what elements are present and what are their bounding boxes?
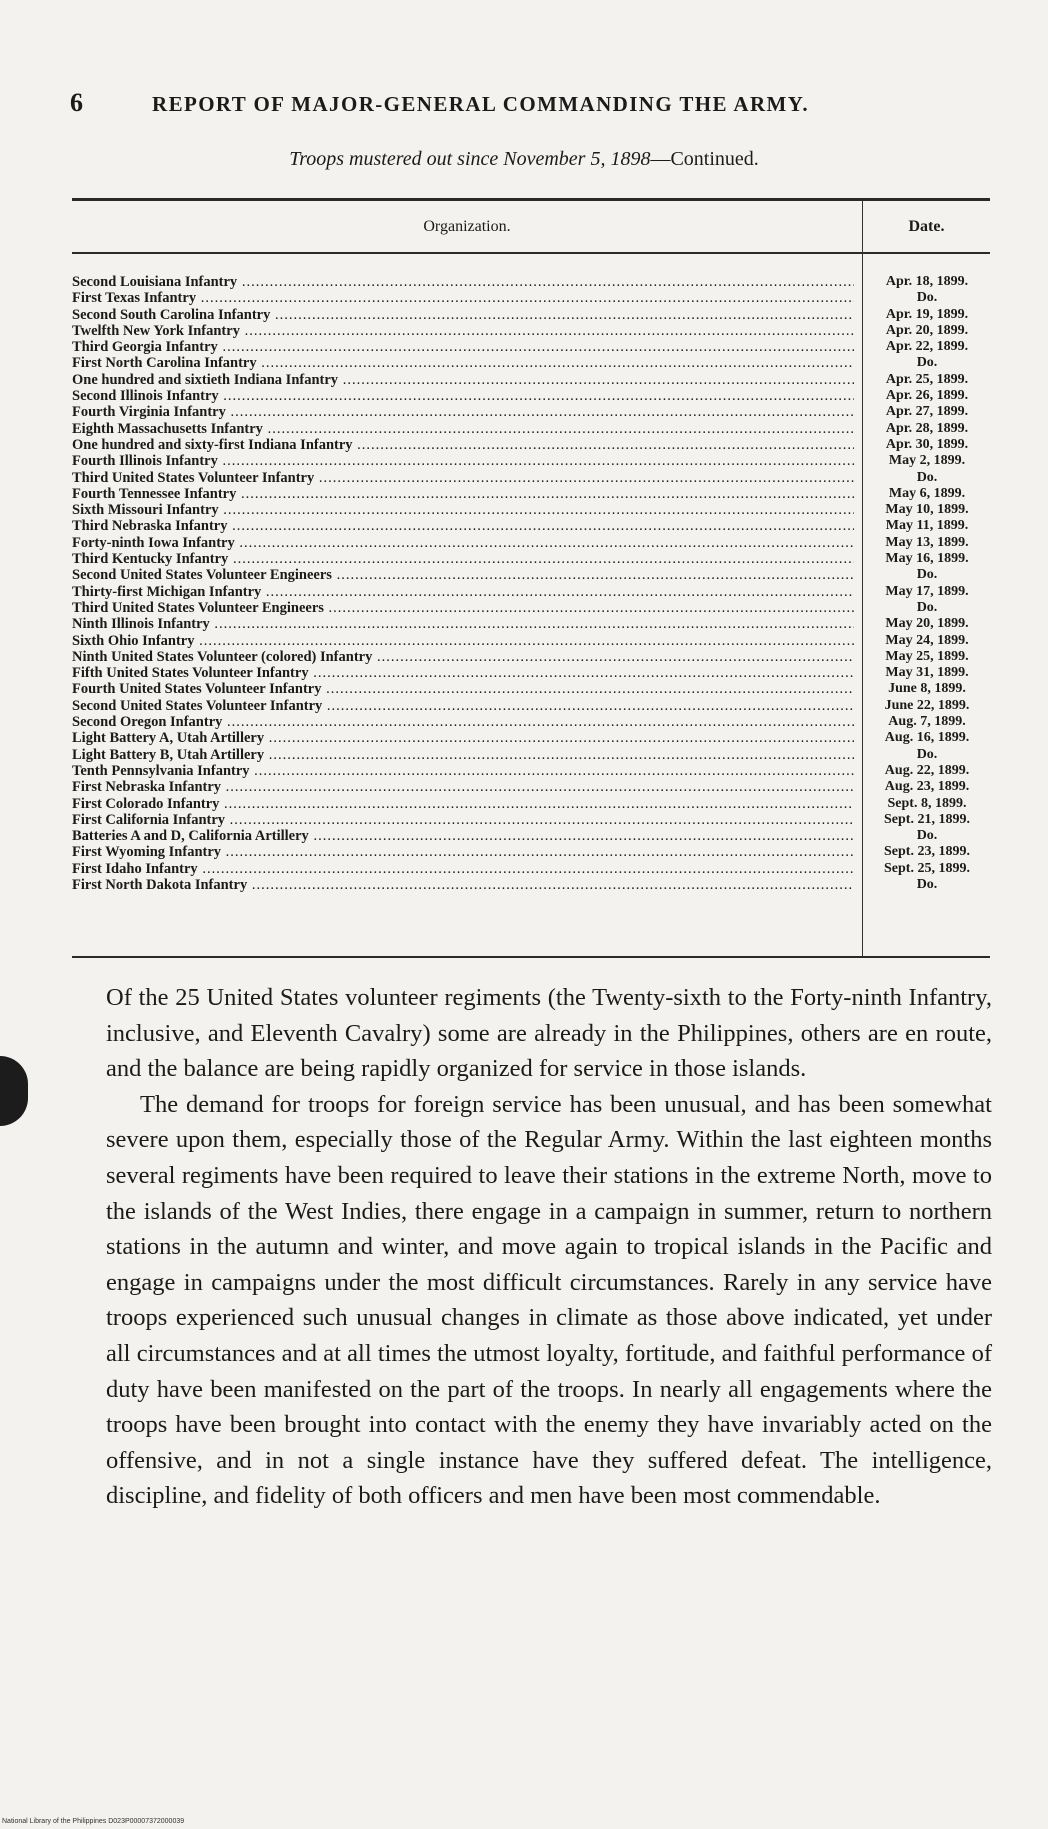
date-cell: Do. xyxy=(916,876,938,892)
date-cell: Do. xyxy=(916,599,938,615)
running-title: REPORT OF MAJOR-GENERAL COMMANDING THE ARMY. xyxy=(152,92,810,116)
table-row xyxy=(72,339,990,355)
organization-cell: Second Louisiana Infantry ..... xyxy=(72,274,854,290)
organization-cell: Second United States Volunteer Engineers ..... xyxy=(72,567,854,583)
organization-cell: Second United States Volunteer Infantry ..... xyxy=(72,698,854,714)
table-row xyxy=(72,323,990,339)
organization-cell: Fourth United States Volunteer Infantry ..... xyxy=(72,681,854,697)
table-row xyxy=(72,812,990,828)
column-header-organization: Organization. xyxy=(423,218,511,235)
table-row xyxy=(72,290,990,306)
organization-cell: Sixth Missouri Infantry ..... xyxy=(72,502,854,518)
date-cell: Apr. 25, 1899. xyxy=(885,371,969,387)
date-cell: Do. xyxy=(916,469,938,485)
table-row xyxy=(72,518,990,534)
organization-cell: Fourth Virginia Infantry ..... xyxy=(72,404,854,420)
date-cell: Sept. 23, 1899. xyxy=(884,844,970,860)
column-header-date: Date. xyxy=(908,218,945,235)
footer-note: National Library of the Philippines D023P00007372000039 xyxy=(2,1818,185,1825)
organization-cell: Sixth Ohio Infantry ..... xyxy=(72,633,854,649)
table-row xyxy=(72,600,990,616)
organization-cell: Fifth United States Volunteer Infantry ..... xyxy=(72,665,854,681)
table-header-rule xyxy=(72,252,990,254)
table-row xyxy=(72,584,990,600)
table-body xyxy=(72,274,990,893)
date-cell: Do. xyxy=(916,746,938,762)
date-cell: May 10, 1899. xyxy=(885,502,969,518)
paragraph-volunteer-regiments: Of the 25 United States volunteer regiments (the Twenty-sixth to the Forty-ninth Infantry, inclusive, and Eleventh Cavalry) some are already in the Philippines, others are en route, and the balance are being rapidly organized for service in those islands. xyxy=(106,984,992,1083)
date-cell: May 2, 1899. xyxy=(888,453,966,469)
table-row xyxy=(72,828,990,844)
organization-cell: Third Nebraska Infantry ..... xyxy=(72,518,854,534)
table-row xyxy=(72,470,990,486)
table-row xyxy=(72,763,990,779)
organization-cell: First Texas Infantry ..... xyxy=(72,290,854,306)
table-row xyxy=(72,681,990,697)
date-cell: June 22, 1899. xyxy=(884,697,970,713)
date-cell: Do. xyxy=(916,355,938,371)
date-cell: Apr. 19, 1899. xyxy=(885,306,969,322)
organization-cell: Fourth Illinois Infantry ..... xyxy=(72,453,854,469)
organization-cell: First North Dakota Infantry ..... xyxy=(72,877,854,893)
organization-cell: Forty-ninth Iowa Infantry ..... xyxy=(72,535,854,551)
organization-cell: Second South Carolina Infantry ..... xyxy=(72,307,854,323)
table-row xyxy=(72,274,990,290)
date-cell: Apr. 28, 1899. xyxy=(885,420,969,436)
table-bottom-rule xyxy=(72,956,990,958)
date-cell: May 20, 1899. xyxy=(885,616,969,632)
table-row xyxy=(72,747,990,763)
organization-cell: Third Georgia Infantry ..... xyxy=(72,339,854,355)
date-cell: Sept. 21, 1899. xyxy=(884,811,970,827)
date-cell: Apr. 22, 1899. xyxy=(885,339,969,355)
table-row xyxy=(72,535,990,551)
date-cell: Sept. 25, 1899. xyxy=(884,860,970,876)
date-cell: Apr. 18, 1899. xyxy=(885,274,969,289)
table-row xyxy=(72,307,990,323)
date-cell: Apr. 27, 1899. xyxy=(885,404,969,420)
organization-cell: One hundred and sixtieth Indiana Infantry ..... xyxy=(72,372,854,388)
organization-cell: Thirty-first Michigan Infantry ..... xyxy=(72,584,854,600)
table-row xyxy=(72,567,990,583)
organization-cell: Second Illinois Infantry ..... xyxy=(72,388,854,404)
paragraph-foreign-service: The demand for troops for foreign service has been unusual, and has been somewhat severe upon them, especially those of the Regular Army. Within the last eighteen months several regiments have been required to leave their stations in the extreme North, move to the islands of the West Indies, there engage in a campaign in summer, return to northern stations in the autumn and winter, and move again to tropical islands in the Pacific and engage in campaigns under the most difficult circumstances. Rarely in any service have troops experienced such unusual changes in climate as those above indicated, yet under all circumstances and at all times the utmost loyalty, fortitude, and faithful performance of duty have been manifested on the part of the troops. In nearly all engagements where the troops have been brought into contact with the enemy they have invariably acted on the offensive, and in not a single instance have they suffered defeat. The intelligence, discipline, and fidelity of both officers and men have been most commendable. xyxy=(106,1090,992,1510)
table-row xyxy=(72,665,990,681)
organization-cell: Tenth Pennsylvania Infantry ..... xyxy=(72,763,854,779)
table-row xyxy=(72,877,990,893)
date-cell: June 8, 1899. xyxy=(888,681,966,697)
table-row xyxy=(72,698,990,714)
table-row xyxy=(72,355,990,371)
organization-cell: First Colorado Infantry ..... xyxy=(72,796,854,812)
organization-cell: Twelfth New York Infantry ..... xyxy=(72,323,854,339)
date-cell: Apr. 26, 1899. xyxy=(885,388,969,404)
date-cell: May 13, 1899. xyxy=(885,534,969,550)
table-row xyxy=(72,714,990,730)
organization-cell: First California Infantry ..... xyxy=(72,812,854,828)
date-cell: Do. xyxy=(916,567,938,583)
table-row xyxy=(72,502,990,518)
date-cell: May 11, 1899. xyxy=(885,518,969,534)
organization-cell: Light Battery B, Utah Artillery ..... xyxy=(72,747,854,763)
table-caption-continued: —Continued. xyxy=(650,148,759,170)
scan-blot xyxy=(0,1056,28,1126)
date-cell: May 24, 1899. xyxy=(885,632,969,648)
organization-cell: One hundred and sixty-first Indiana Infantry ..... xyxy=(72,437,854,453)
organization-cell: Ninth Illinois Infantry ..... xyxy=(72,616,854,632)
table-caption-italic: Troops mustered out since November 5, 1898 xyxy=(289,148,651,170)
body-text xyxy=(106,980,992,1514)
organization-cell: Fourth Tennessee Infantry ..... xyxy=(72,486,854,502)
date-cell: May 31, 1899. xyxy=(885,665,969,681)
date-cell: May 16, 1899. xyxy=(885,551,969,567)
date-cell: May 6, 1899. xyxy=(888,485,966,501)
table-row xyxy=(72,649,990,665)
table-row xyxy=(72,486,990,502)
date-cell: Aug. 23, 1899. xyxy=(884,779,970,795)
table-row xyxy=(72,844,990,860)
table-row xyxy=(72,861,990,877)
table-row xyxy=(72,616,990,632)
table-row xyxy=(72,796,990,812)
organization-cell: Second Oregon Infantry ..... xyxy=(72,714,854,730)
table-top-rule xyxy=(72,198,990,201)
table-row xyxy=(72,730,990,746)
organization-cell: Third United States Volunteer Engineers ..... xyxy=(72,600,854,616)
organization-cell: Eighth Massachusetts Infantry ..... xyxy=(72,421,854,437)
organization-cell: First North Carolina Infantry ..... xyxy=(72,355,854,371)
organization-cell: First Nebraska Infantry ..... xyxy=(72,779,854,795)
organization-cell: First Idaho Infantry ..... xyxy=(72,861,854,877)
date-cell: Apr. 30, 1899. xyxy=(885,436,969,452)
table-row xyxy=(72,437,990,453)
table-row xyxy=(72,372,990,388)
organization-cell: Batteries A and D, California Artillery ..... xyxy=(72,828,854,844)
table-row xyxy=(72,421,990,437)
table-row xyxy=(72,388,990,404)
table-row xyxy=(72,779,990,795)
page-number: 6 xyxy=(70,88,83,117)
table-row xyxy=(72,404,990,420)
organization-cell: Light Battery A, Utah Artillery ..... xyxy=(72,730,854,746)
date-cell: Sept. 8, 1899. xyxy=(887,795,967,811)
date-cell: May 25, 1899. xyxy=(885,648,969,664)
organization-cell: Third United States Volunteer Infantry ..... xyxy=(72,470,854,486)
date-cell: Aug. 22, 1899. xyxy=(884,762,970,778)
organization-cell: Third Kentucky Infantry ..... xyxy=(72,551,854,567)
date-cell: Aug. 16, 1899. xyxy=(884,730,970,746)
table-row xyxy=(72,551,990,567)
date-cell: Apr. 20, 1899. xyxy=(885,322,969,338)
table-row xyxy=(72,453,990,469)
page-header xyxy=(70,88,915,122)
table-caption xyxy=(0,148,1048,171)
organization-cell: First Wyoming Infantry ..... xyxy=(72,844,854,860)
date-cell: Do. xyxy=(916,290,938,306)
muster-table xyxy=(72,196,990,960)
date-cell: Aug. 7, 1899. xyxy=(888,714,966,730)
date-cell: May 17, 1899. xyxy=(885,583,969,599)
date-cell: Do. xyxy=(916,828,938,844)
table-row xyxy=(72,633,990,649)
organization-cell: Ninth United States Volunteer (colored) Infantry ..... xyxy=(72,649,854,665)
